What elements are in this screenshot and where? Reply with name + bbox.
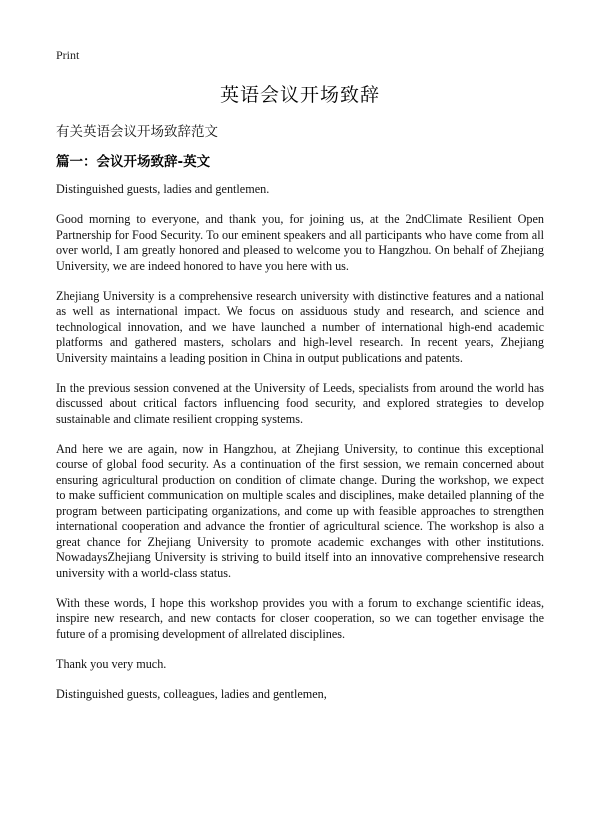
page-subtitle: 有关英语会议开场致辞范文 bbox=[56, 124, 218, 140]
paragraph-second-greeting: Distinguished guests, colleagues, ladies and gentlemen, bbox=[56, 686, 327, 701]
paragraph-thanks: Thank you very much. bbox=[56, 656, 167, 671]
paragraph-closing-wish: With these words, I hope this workshop provides you with a forum to exchange scientific ideas, inspire new research, and new contacts for closer cooperation, so we can together envisage the future of a promising development of allrelated disciplines. bbox=[56, 595, 544, 641]
section-heading: 篇一：会议开场致辞-英文 bbox=[56, 154, 211, 170]
paragraph-university-intro: Zhejiang University is a comprehensive research university with distinctive features and a national as well as international impact. We focus on assiduous study and research, and science and technological innovation, and we have launched a number of international high-end academic platforms and gathered masters, scholars and high-level research. In recent years, Zhejiang University maintains a leading position in China in output publications and patents. bbox=[56, 288, 544, 365]
paragraph-previous-session: In the previous session convened at the University of Leeds, specialists from around the world has discussed about critical factors influencing food security, and explored strategies to develop sustainable and climate resilient cropping systems. bbox=[56, 380, 544, 426]
paragraph-welcome: Good morning to everyone, and thank you, for joining us, at the 2ndClimate Resilient Open Partnership for Food Security. To our eminent speakers and all participants who have come from all over world, I am greatly honored and pleased to welcome you to Hangzhou. On behalf of Zhejiang University, we are indeed honored to have you here with us. bbox=[56, 212, 544, 273]
speech-body bbox=[56, 182, 544, 717]
page-title: 英语会议开场致辞 bbox=[219, 84, 380, 106]
paragraph-greeting: Distinguished guests, ladies and gentlemen. bbox=[56, 182, 270, 196]
paragraph-workshop-goals: And here we are again, now in Hangzhou, at Zhejiang University, to continue this exceptional course of global food security. As a continuation of the first session, we remain concerned about ensuring agricultural production on condition of climate change. During the workshop, we expect to make sufficient communication on multiple scales and disciplines, make detailed planning of the program between participating organizations, and come up with feasible approaches to strengthen international cooperation and advance the frontier of agricultural science. The workshop is also a great chance for Zhejiang University to promote academic exchanges with other institutions. NowadaysZhejiang University is striving to build itself into an innovative comprehensive research university with a world-class status. bbox=[56, 441, 544, 580]
print-link[interactable]: Print bbox=[56, 48, 80, 62]
